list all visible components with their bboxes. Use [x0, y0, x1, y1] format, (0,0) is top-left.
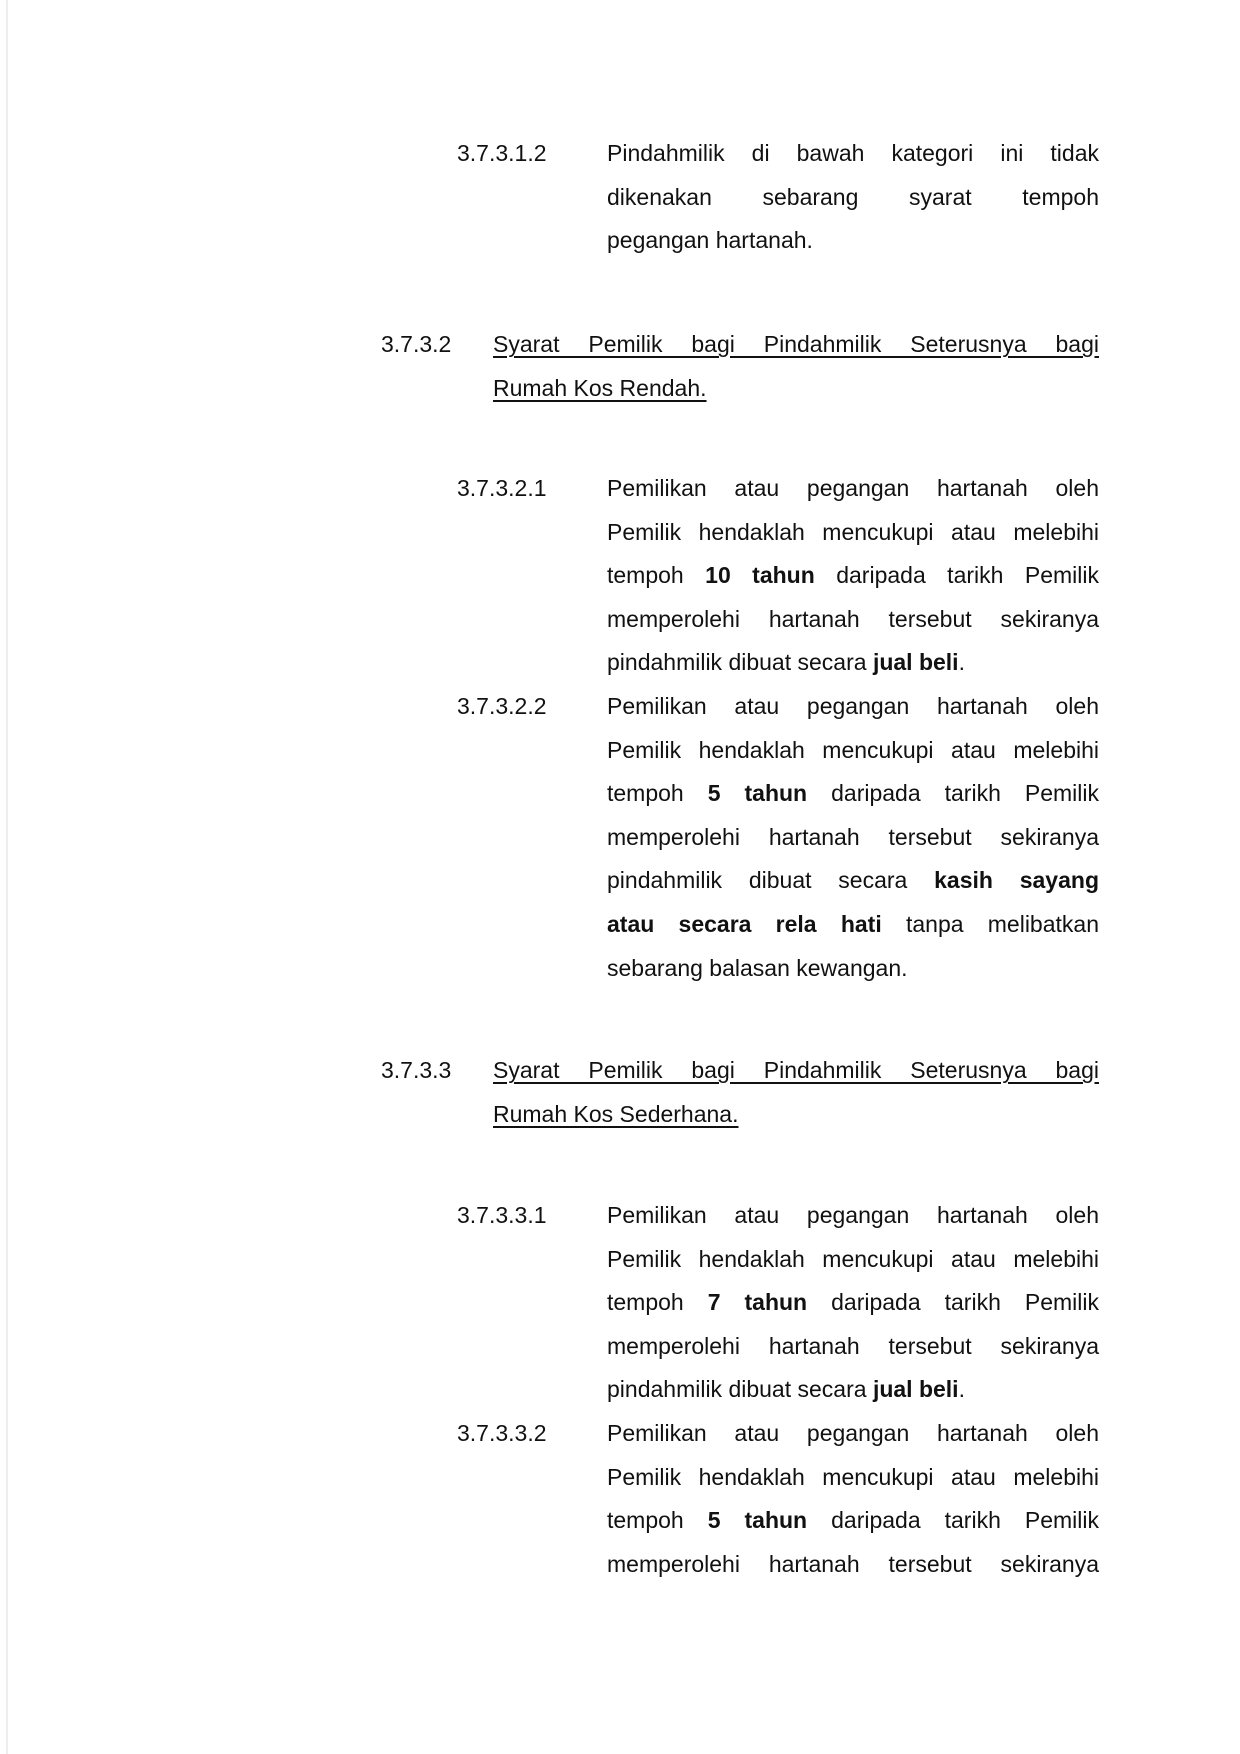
text-line: sebarang balasan kewangan.	[607, 954, 908, 981]
text-line: tempoh 5 tahun daripada tarikh Pemilik	[607, 1507, 1099, 1534]
text-line: Pemilik hendaklah mencukupi atau melebihi	[607, 518, 1099, 545]
clause-number: 3.7.3.2.2	[457, 693, 547, 719]
text-line: pegangan hartanah.	[607, 227, 813, 254]
clause-text	[607, 1412, 1099, 1586]
heading-line: Syarat Pemilik bagi Pindahmilik Seterusnya bagi	[493, 1057, 1099, 1083]
text-line: memperolehi hartanah tersebut sekiranya	[607, 1550, 1099, 1577]
clause-number: 3.7.3.3.2	[457, 1420, 547, 1446]
clause-text	[607, 1194, 1099, 1412]
clause-number: 3.7.3.3.1	[457, 1202, 547, 1228]
heading-line: Rumah Kos Rendah.	[493, 374, 707, 401]
section-number: 3.7.3.3	[381, 1057, 452, 1083]
clause-text	[607, 685, 1099, 990]
text-line: Pemilikan atau pegangan hartanah oleh	[607, 475, 1099, 501]
text-line: tempoh 10 tahun daripada tarikh Pemilik	[607, 562, 1099, 589]
text-line: Pindahmilik di bawah kategori ini tidak	[607, 140, 1099, 166]
text-line: pindahmilik dibuat secara kasih sayang	[607, 867, 1099, 894]
text-line: tempoh 7 tahun daripada tarikh Pemilik	[607, 1289, 1099, 1316]
clause-text	[607, 467, 1099, 685]
text-line: atau secara rela hati tanpa melibatkan	[607, 910, 1099, 937]
heading-line: Rumah Kos Sederhana.	[493, 1100, 739, 1127]
clause-number: 3.7.3.2.1	[457, 475, 547, 501]
heading-line: Syarat Pemilik bagi Pindahmilik Seterusnya bagi	[493, 331, 1099, 357]
text-line: tempoh 5 tahun daripada tarikh Pemilik	[607, 780, 1099, 807]
text-line: Pemilikan atau pegangan hartanah oleh	[607, 1420, 1099, 1446]
clause-number: 3.7.3.1.2	[457, 140, 547, 166]
section-heading	[493, 323, 1099, 410]
text-line: Pemilik hendaklah mencukupi atau melebihi	[607, 736, 1099, 763]
text-line: memperolehi hartanah tersebut sekiranya	[607, 605, 1099, 632]
text-line: memperolehi hartanah tersebut sekiranya	[607, 823, 1099, 850]
text-line: dikenakan sebarang syarat tempoh	[607, 183, 1099, 210]
section-heading	[493, 1049, 1099, 1136]
text-line: Pemilik hendaklah mencukupi atau melebihi	[607, 1245, 1099, 1272]
text-line: pindahmilik dibuat secara jual beli.	[607, 649, 965, 676]
text-line: Pemilikan atau pegangan hartanah oleh	[607, 1202, 1099, 1228]
scan-edge	[6, 0, 8, 1754]
text-line: Pemilik hendaklah mencukupi atau melebihi	[607, 1463, 1099, 1490]
text-line: memperolehi hartanah tersebut sekiranya	[607, 1332, 1099, 1359]
text-line: Pemilikan atau pegangan hartanah oleh	[607, 693, 1099, 719]
section-number: 3.7.3.2	[381, 331, 452, 357]
text-line: pindahmilik dibuat secara jual beli.	[607, 1376, 965, 1403]
clause-text	[607, 132, 1099, 263]
